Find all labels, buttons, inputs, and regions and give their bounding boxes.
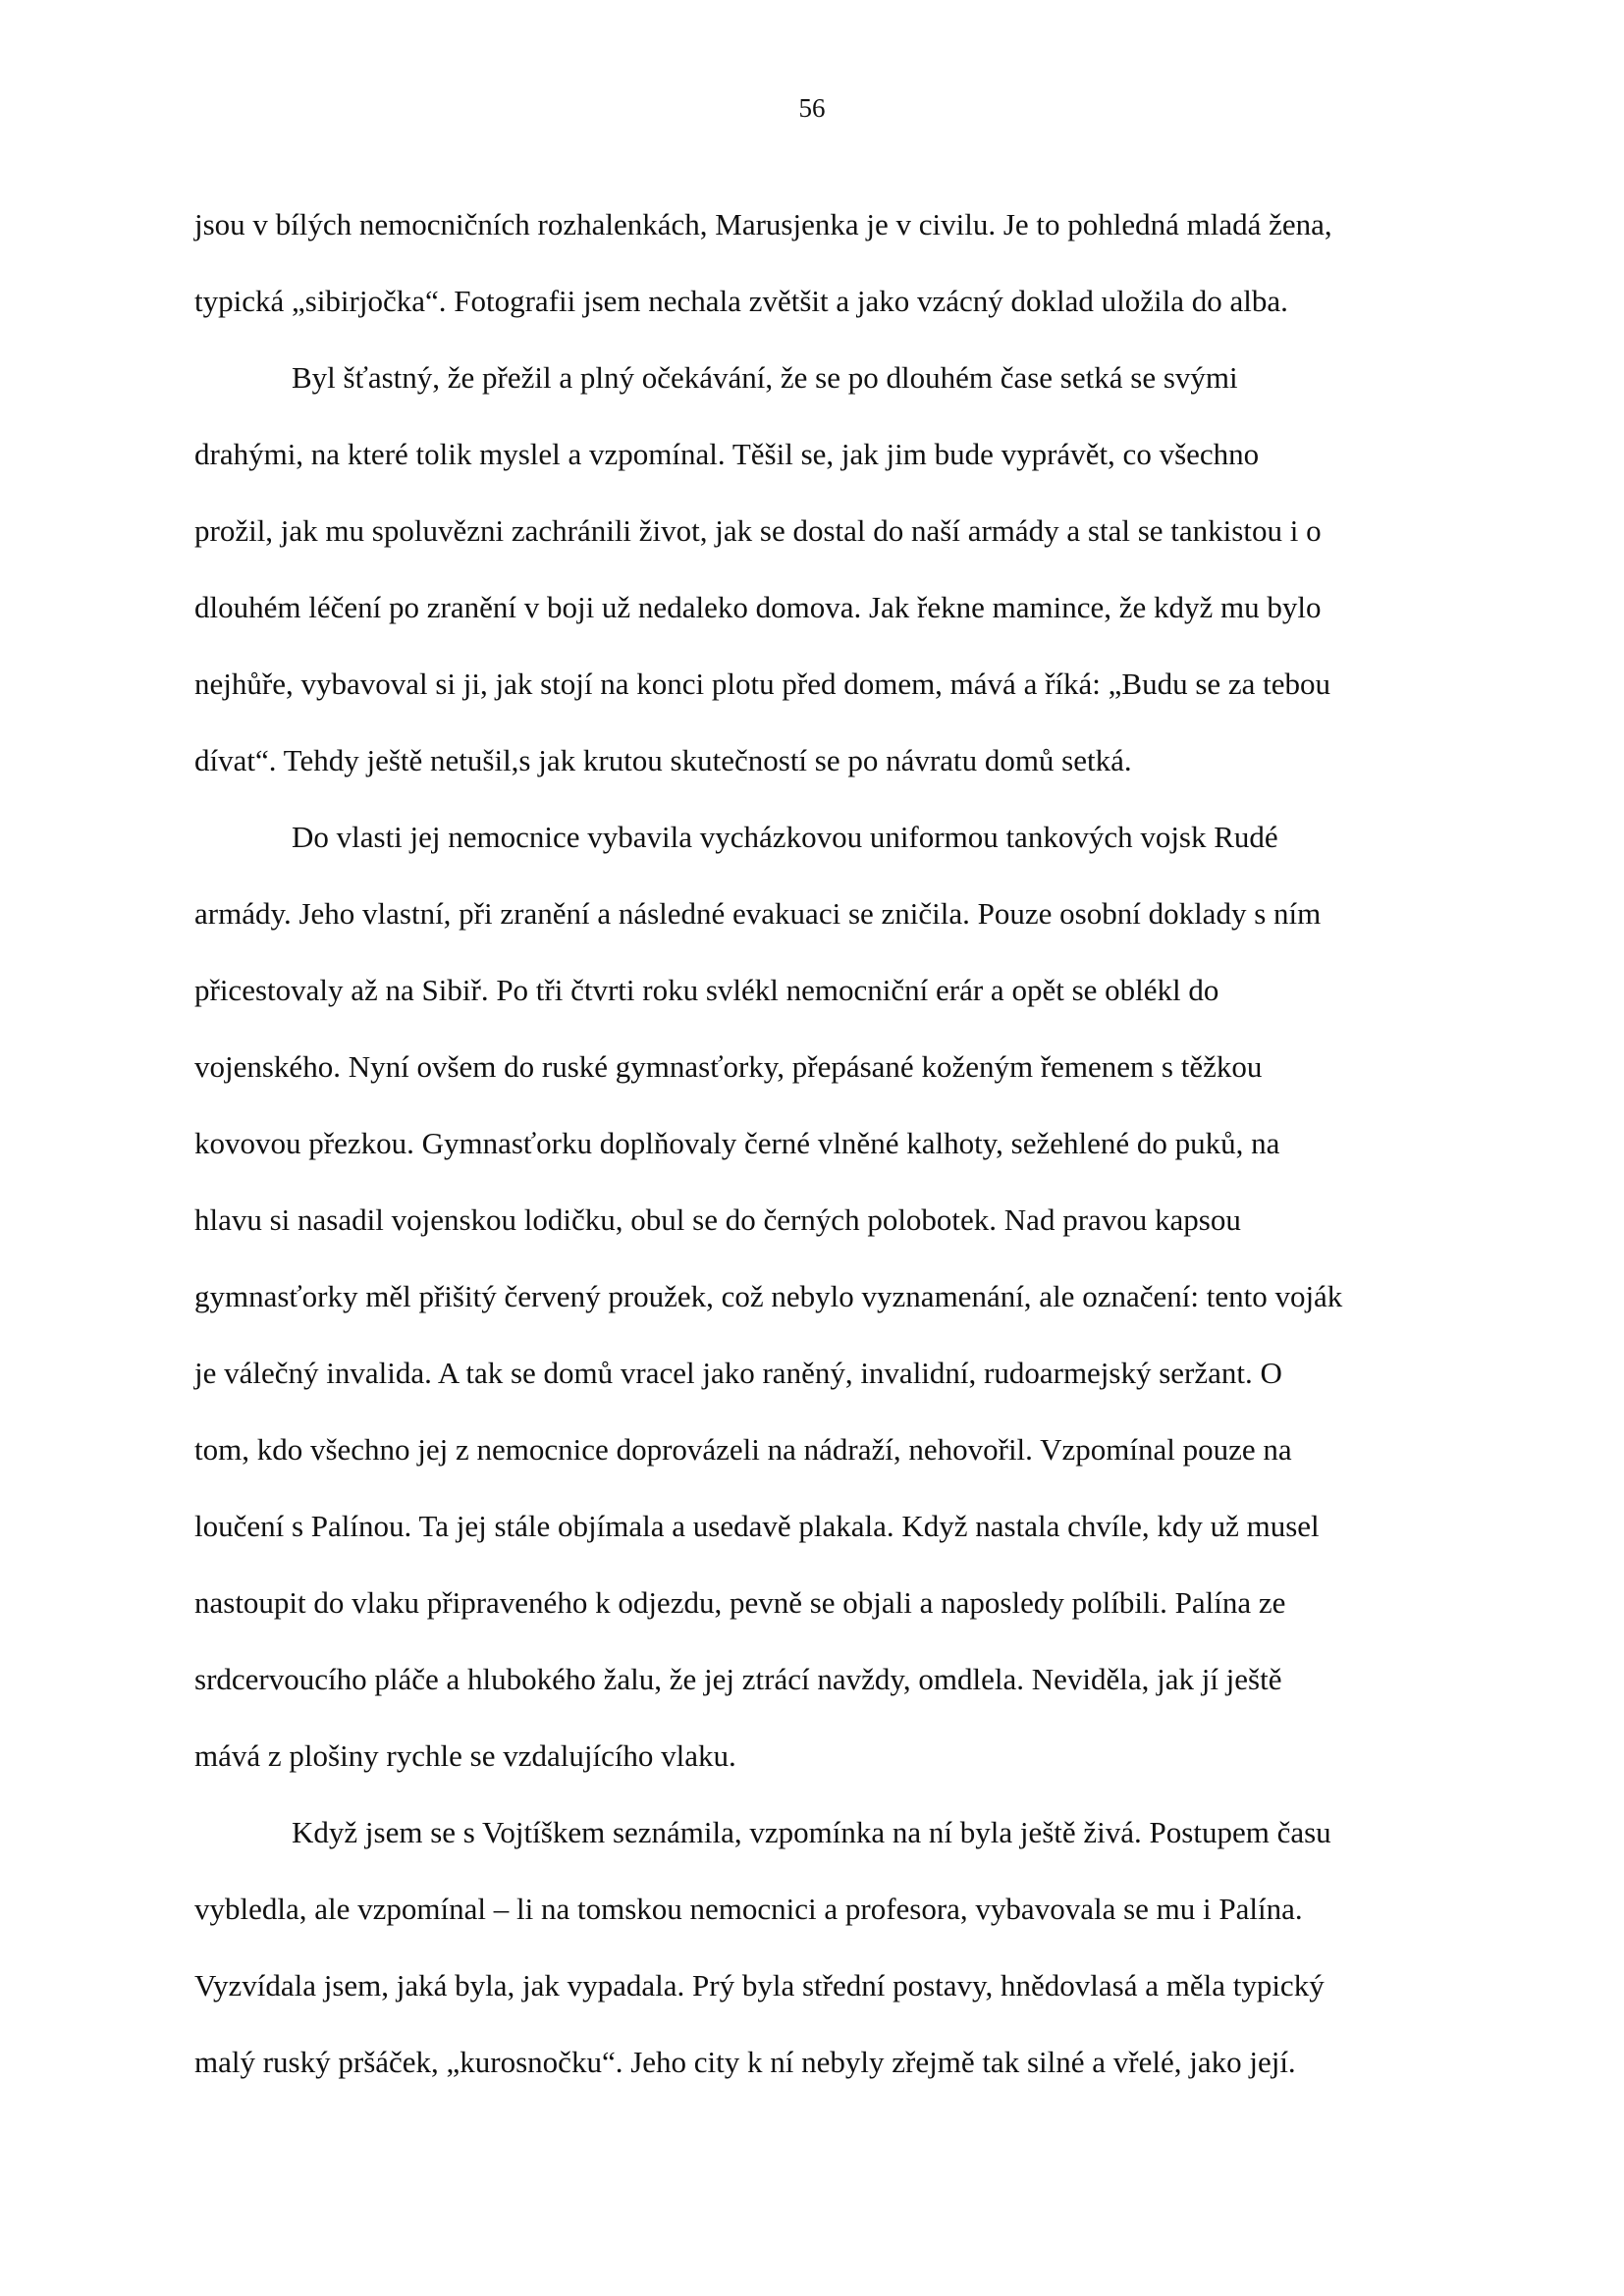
text-line: nastoupit do vlaku připraveného k odjezdu, pevně se objali a naposledy políbili. Palína ze (194, 1585, 1286, 1620)
text-line: prožil, jak mu spoluvězni zachránili život, jak se dostal do naší armády a stal se tankistou i o (194, 513, 1322, 548)
page-number: 56 (798, 93, 826, 123)
text-line: tom, kdo všechno jej z nemocnice doprovázeli na nádraží, nehovořil. Vzpomínal pouze na (194, 1432, 1292, 1467)
text-line: typická „sibirjočka“. Fotografii jsem nechala zvětšit a jako vzácný doklad uložila do alba. (194, 284, 1288, 318)
text-line: loučení s Palínou. Ta jej stále objímala a usedavě plakala. Když nastala chvíle, kdy už musel (194, 1509, 1320, 1543)
text-line: dívat“. Tehdy ještě netušil,s jak krutou skutečností se po návratu domů setká. (194, 743, 1132, 777)
text-line: přicestovaly až na Sibiř. Po tři čtvrti roku svlékl nemocniční erár a opět se oblékl do (194, 973, 1219, 1007)
text-line: hlavu si nasadil vojenskou lodičku, obul se do černých polobotek. Nad pravou kapsou (194, 1202, 1241, 1237)
text-line: Byl šťastný, že přežil a plný očekávání, že se po dlouhém čase setká se svými (292, 360, 1238, 395)
text-line: jsou v bílých nemocničních rozhalenkách, Marusjenka je v civilu. Je to pohledná mladá žena, (194, 207, 1332, 241)
text-line: mává z plošiny rychle se vzdalujícího vlaku. (194, 1738, 736, 1773)
text-line: srdcervoucího pláče a hlubokého žalu, že jej ztrácí navždy, omdlela. Neviděla, jak jí ještě (194, 1662, 1282, 1696)
text-line: nejhůře, vybavoval si ji, jak stojí na konci plotu před domem, mává a říká: „Budu se za tebou (194, 667, 1331, 701)
text-line: Do vlasti jej nemocnice vybavila vycházkovou uniformou tankových vojsk Rudé (292, 820, 1278, 854)
text-line: vojenského. Nyní ovšem do ruské gymnasťorky, přepásané koženým řemenem s těžkou (194, 1049, 1263, 1084)
text-line: Vyzvídala jsem, jaká byla, jak vypadala. Prý byla střední postavy, hnědovlasá a měla typický (194, 1968, 1325, 2002)
text-line: je válečný invalida. A tak se domů vracel jako raněný, invalidní, rudoarmejský seržant. O (194, 1356, 1282, 1390)
text-line: malý ruský pršáček, „kurosnočku“. Jeho city k ní nebyly zřejmě tak silné a vřelé, jako její. (194, 2045, 1296, 2079)
text-line: armády. Jeho vlastní, při zranění a následné evakuaci se zničila. Pouze osobní doklady s ním (194, 896, 1322, 931)
text-line: dlouhém léčení po zranění v boji už nedaleko domova. Jak řekne mamince, že když mu bylo (194, 590, 1322, 624)
body-text (194, 187, 1436, 2101)
text-line: drahými, na které tolik myslel a vzpomínal. Těšil se, jak jim bude vyprávět, co všechno (194, 437, 1260, 471)
text-line: kovovou přezkou. Gymnasťorku doplňovaly černé vlněné kalhoty, sežehlené do puků, na (194, 1126, 1280, 1160)
text-line: Když jsem se s Vojtíškem seznámila, vzpomínka na ní byla ještě živá. Postupem času (292, 1815, 1331, 1849)
text-line: vybledla, ale vzpomínal – li na tomskou nemocnici a profesora, vybavovala se mu i Palína. (194, 1892, 1303, 1926)
text-line: gymnasťorky měl přišitý červený proužek, což nebylo vyznamenání, ale označení: tento voják (194, 1279, 1343, 1313)
